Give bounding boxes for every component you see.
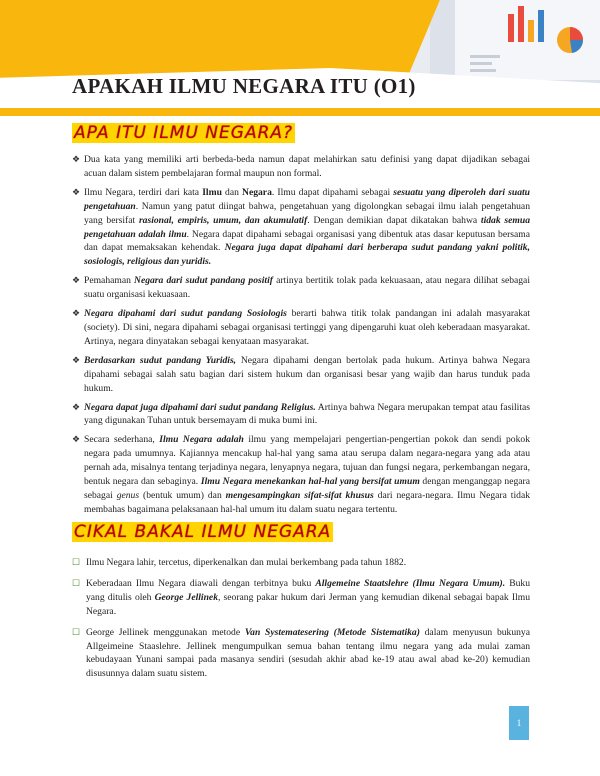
list-item: ☐ Ilmu Negara lahir, tercetus, diperkenalkan dan mulai berkembang pada tahun 1882. [72, 557, 407, 568]
list-item: ❖ Negara dipahami dari sudut pandang Sosiologis berarti bahwa titik tolak pandangan ini adalah masyarakat (society). Di sini, negara dipahami sebagai organisasi tertinggi yang dipengaruhi kuat oleh keberadaan masyarakat. Artinya, negara dinyatakan sebagai kenyataan masyarakat. [72, 308, 530, 347]
list-item: ❖ Pemahaman Negara dari sudut pandang positif artinya bertitik tolak pada kekuasaan, atau negara dilihat sebagai suatu organisasi kekuasaan. [72, 275, 530, 301]
diamond-bullet-icon: ❖ [72, 308, 81, 319]
checkbox-bullet-icon: ☐ [72, 577, 81, 588]
list-item: ❖ Dua kata yang memiliki arti berbeda-beda namun dapat melahirkan satu definisi yang dapat dijadikan sebagai acuan dalam sistem pembelajaran formal maupun non formal. [72, 154, 530, 179]
list-item: ❖ Secara sederhana, Ilmu Negara adalah ilmu yang mempelajari pengertian-pengertian pokok dan sendi pokok negara pada umumnya. Kajiannya mencakup hal-hal yang sama atau serupa dalam negara-negara yang ada atau pernah ada, misalnya tentang terjadinya negara, lenyapnya negara, tujuan dan fungsi negara, perkembangan negara, bentuk negara dan sebaginya. Ilmu Negara menekankan hal-hal yang bersifat umum dengan menganggap negara sebagai genus (bentuk umum) dan mengesampingkan sifat-sifat khusus dari negara-negara. Ilmu Negara tidak membahas bagaimana pelaksanaan hal-hal umum itu dalam suatu negara tertentu. [72, 434, 530, 515]
list-item: ☐ George Jellinek menggunakan metode Van Systematesering (Metode Sistematika) dalam menyusun bukunya Allgeimeine Staaslehre. Jellinek mengumpulkan semua bahan tentang ilmu negara yang ada mulai zaman kebudayaan Yunani sampai pada masanya sendiri (sesudah akhir abad ke-19 atau awal abad ke-20) kemudian disusunnya dalam suatu sistem. [72, 626, 530, 680]
section1-list [72, 153, 530, 522]
page-title: APAKAH ILMU NEGARA ITU (O1) [72, 74, 416, 98]
section-heading-apa-itu: APA ITU ILMU NEGARA? [74, 123, 294, 143]
diamond-bullet-icon: ❖ [72, 186, 81, 197]
header-rule [0, 108, 600, 116]
diamond-bullet-icon: ❖ [72, 401, 81, 412]
list-item: ❖ Negara dapat juga dipahami dari sudut pandang Religius. Artinya bahwa Negara merupakan tempat atau fasilitas yang digunakan Tuhan untuk bersemayam di muka bumi ini. [72, 401, 531, 427]
page-number: 1 [509, 706, 529, 740]
list-item: ❖ Ilmu Negara, terdiri dari kata Ilmu dan Negara. Ilmu dapat dipahami sebagai sesuatu yang diperoleh dari suatu pengetahuan. Namun yang patut diingat bahwa, pengetahuan yang digolongkan sebagai ilmu ialah pengetahuan yang bersifat rasional, empiris, umum, dan akumulatif. Dengan demikian dapat dikatakan bahwa tidak semua pengetahuan adalah ilmu. Negara dapat dipahami sebagai organisasi yang dibentuk atas dasar keputusan bersama dan dapat memaksakan kehendak. Negara juga dapat dipahami dari berberapa sudut pandang yakni politik, sosiologis, religious dan yuridis. [72, 186, 530, 268]
list-item: ☐ Keberadaan Ilmu Negara diawali dengan terbitnya buku Allgemeine Staatslehre (Ilmu Negara Umum). Buku yang ditulis oleh George Jellinek, seorang pakar hukum dari Jerman yang kemudian dikenal sebagai bapak Ilmu Negara. [72, 577, 530, 617]
diamond-bullet-icon: ❖ [72, 275, 81, 286]
diamond-bullet-icon: ❖ [72, 154, 81, 164]
diamond-bullet-icon: ❖ [72, 354, 81, 365]
section2-list [72, 556, 530, 688]
checkbox-bullet-icon: ☐ [72, 626, 81, 637]
list-item: ❖ Berdasarkan sudut pandang Yuridis, Negara dipahami dengan bertolak pada hukum. Artinya bahwa Negara dipahami sebagai salah satu bagian dari sistem hukum dan organisasi besar yang wajib dan harus tunduk pada hukum. [72, 354, 530, 394]
checkbox-bullet-icon: ☐ [72, 557, 81, 567]
diamond-bullet-icon: ❖ [72, 434, 81, 445]
section-heading-cikal-bakal: CIKAL BAKAL ILMU NEGARA [74, 522, 332, 542]
